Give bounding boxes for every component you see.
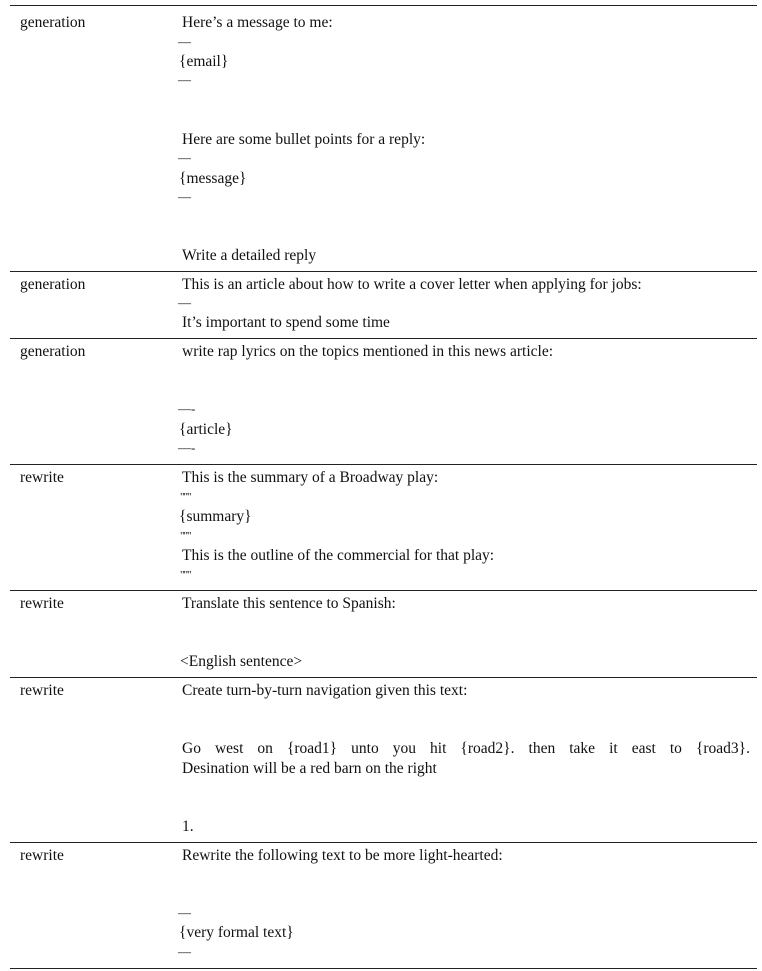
prompt-line: This is the summary of a Broadway play: xyxy=(182,469,439,486)
prompt-line: {very formal text} xyxy=(179,924,294,941)
prompt-line: —- xyxy=(178,401,196,416)
prompt-line: {email} xyxy=(179,53,229,70)
prompt-line: — xyxy=(178,295,191,310)
table-rule xyxy=(10,5,757,6)
prompt-line: {message} xyxy=(179,170,247,187)
prompt-line: Here’s a message to me: xyxy=(182,14,333,31)
prompt-line: This is the outline of the commercial for that play: xyxy=(182,547,495,564)
prompt-line: {summary} xyxy=(179,508,252,525)
prompt-line: — xyxy=(178,905,191,920)
table-rule xyxy=(10,968,757,969)
prompt-line: — xyxy=(178,150,191,165)
prompt-line: — xyxy=(178,72,191,87)
table-rule xyxy=(10,271,757,272)
prompt-line: — xyxy=(178,944,191,959)
table-rule xyxy=(10,464,757,465)
row-type: generation xyxy=(20,276,86,293)
prompt-line: write rap lyrics on the topics mentioned in this news article: xyxy=(182,343,554,360)
prompt-line: 1. xyxy=(182,818,194,835)
row-type: rewrite xyxy=(20,469,64,486)
row-type: rewrite xyxy=(20,682,64,699)
prompt-line: Desination will be a red barn on the right xyxy=(182,760,437,777)
row-type: generation xyxy=(20,14,86,31)
prompt-line: Go west on {road1} unto you hit {road2}. then take it east to {road3}. xyxy=(182,740,750,757)
row-type: rewrite xyxy=(20,595,64,612)
prompt-line: — xyxy=(178,34,191,49)
prompt-line: """ xyxy=(180,569,191,581)
prompt-line: This is an article about how to write a cover letter when applying for jobs: xyxy=(182,276,642,293)
prompt-line: Create turn-by-turn navigation given this text: xyxy=(182,682,468,699)
table-rule xyxy=(10,338,757,339)
prompt-line: <English sentence> xyxy=(180,653,303,670)
prompt-line: Here are some bullet points for a reply: xyxy=(182,131,426,148)
prompt-line: —- xyxy=(178,440,196,455)
prompt-line: """ xyxy=(180,491,191,503)
prompt-line: It’s important to spend some time xyxy=(182,314,390,331)
table-rule xyxy=(10,590,757,591)
prompt-line: — xyxy=(178,189,191,204)
prompt-line: """ xyxy=(180,530,191,542)
table-rule xyxy=(10,677,757,678)
row-type: generation xyxy=(20,343,86,360)
row-type: rewrite xyxy=(20,847,64,864)
prompt-line: {article} xyxy=(179,421,233,438)
table-rule xyxy=(10,842,757,843)
prompt-line: Write a detailed reply xyxy=(182,247,317,264)
prompt-line: Rewrite the following text to be more light-hearted: xyxy=(182,847,503,864)
prompt-line: Translate this sentence to Spanish: xyxy=(182,595,396,612)
